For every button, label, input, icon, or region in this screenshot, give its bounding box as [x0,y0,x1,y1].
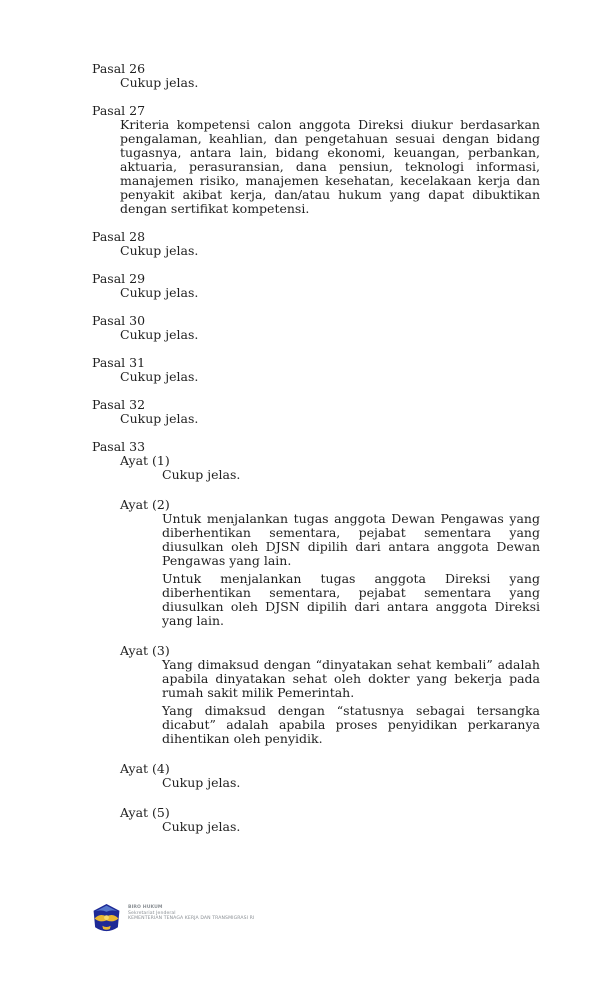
ayat-paragraph: Untuk menjalankan tugas anggota Direksi yang diberhentikan sementara, pejabat sementara yang diusulkan oleh DJSN dipilih dari antara anggota Direksi yang lain. [162,571,540,628]
pasal-33-section [92,440,540,834]
footer-text [128,905,254,922]
footer-line-sekretariat: Sekretariat Jenderal [128,910,176,916]
footer [91,903,254,934]
pasal-body: Cukup jelas. [120,369,199,384]
pasal-heading: Pasal 28 [92,229,146,244]
pasal-body: Kriteria kompetensi calon anggota Direksi diukur berdasarkan pengalaman, keahlian, dan pengetahuan sesuai dengan bidang tugasnya, antara lain, bidang ekonomi, keuangan, perbankan, aktuaria, perasuransian, dana pensiun, teknologi informasi, manajemen risiko, manajemen kesehatan, kecelakaan kerja dan penyakit akibat kerja, dan/atau hukum yang dapat dibuktikan dengan sertifikat kompetensi. [120,117,540,216]
pasal-heading: Pasal 29 [92,271,146,286]
pasal-heading: Pasal 31 [92,355,146,370]
pasal-heading: Pasal 32 [92,397,146,412]
ayat-1-block [120,454,540,482]
footer-line-kementerian: KEMENTERIAN TENAGA KERJA DAN TRANSMIGRASI RI [128,916,255,922]
pasal-26-section [92,62,540,90]
ministry-emblem-icon [91,903,122,934]
pasal-heading: Pasal 27 [92,103,146,118]
pasal-31-section [92,356,540,384]
ayat-label: Ayat (1) [120,453,170,468]
ayat-2-block [120,498,540,628]
pasal-body: Cukup jelas. [120,327,199,342]
pasal-27-section [92,104,540,216]
pasal-heading: Pasal 30 [92,313,146,328]
ayat-paragraph: Cukup jelas. [162,467,241,482]
pasal-heading: Pasal 26 [92,61,146,76]
pasal-body: Cukup jelas. [120,285,199,300]
ayat-4-block [120,762,540,790]
ayat-paragraph: Untuk menjalankan tugas anggota Dewan Pengawas yang diberhentikan sementara, pejabat sementara yang diusulkan oleh DJSN dipilih dari antara anggota Dewan Pengawas yang lain. [162,511,540,568]
pasal-body: Cukup jelas. [120,411,199,426]
document-body [92,62,540,850]
pasal-32-section [92,398,540,426]
pasal-heading: Pasal 33 [92,439,146,454]
ayat-paragraph: Yang dimaksud dengan “dinyatakan sehat kembali” adalah apabila dinyatakan sehat oleh dokter yang bekerja pada rumah sakit milik Pemerintah. [162,657,540,700]
pasal-30-section [92,314,540,342]
ayat-label: Ayat (3) [120,643,170,658]
ayat-5-block [120,806,540,834]
pasal-29-section [92,272,540,300]
ayat-3-block [120,644,540,746]
pasal-body: Cukup jelas. [120,243,199,258]
pasal-body: Cukup jelas. [120,75,199,90]
pasal-28-section [92,230,540,258]
ayat-paragraph: Cukup jelas. [162,775,241,790]
footer-line-biro-hukum: BIRO HUKUM [128,905,163,910]
ayat-paragraph: Yang dimaksud dengan “statusnya sebagai tersangka dicabut” adalah apabila proses penyidikan perkaranya dihentikan oleh penyidik. [162,703,540,746]
ayat-label: Ayat (5) [120,805,170,820]
ayat-label: Ayat (2) [120,497,170,512]
ayat-paragraph: Cukup jelas. [162,819,241,834]
ayat-label: Ayat (4) [120,761,170,776]
